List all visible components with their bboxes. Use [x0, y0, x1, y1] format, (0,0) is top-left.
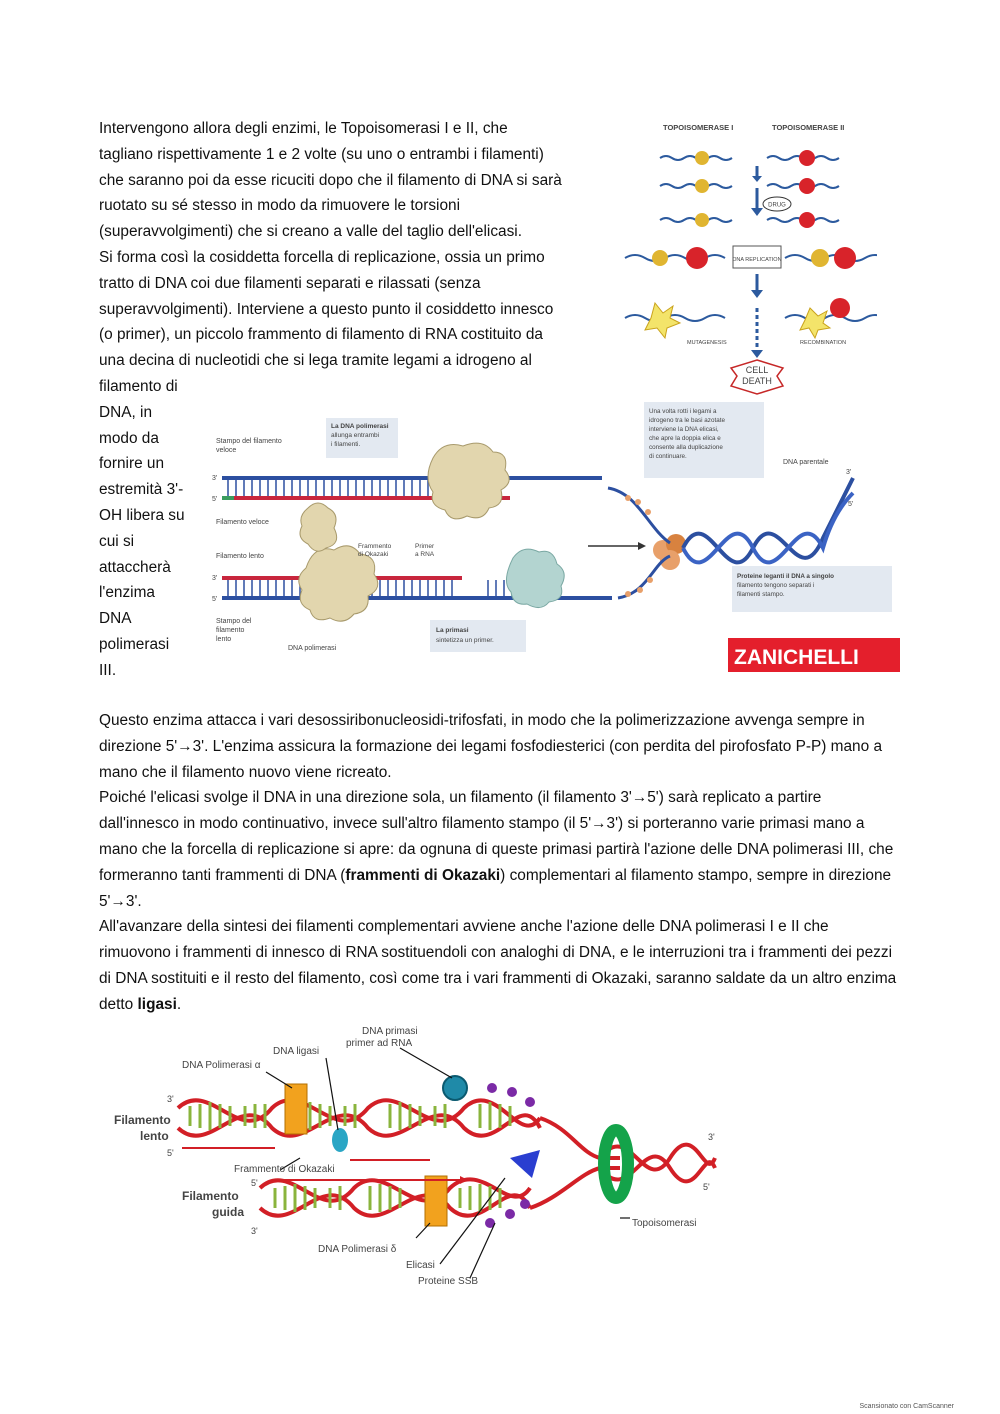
intro-line: tagliano rispettivamente 1 e 2 volte (su uno o entrambi i filamenti) [99, 145, 544, 163]
intro-line: una decina di nucleotidi che si lega tramite legami a idrogeno al [99, 352, 532, 370]
end-label: 5' [212, 496, 218, 503]
polimerasi-note-2: allunga entrambi [331, 432, 380, 439]
label-proteine-ssb: Proteine SSB [418, 1276, 479, 1287]
end-label: 3' [212, 475, 218, 482]
end-label: 5' [703, 1182, 710, 1192]
label-dna-primasi-2: primer ad RNA [346, 1038, 413, 1049]
paragraph-ligasi-end: . [176, 995, 182, 1013]
zanichelli-logo-text: ZANICHELLI [734, 646, 859, 669]
label-filamento-lento: Filamento lento [216, 553, 264, 560]
topo-mutagenesis-label: MUTAGENESIS [687, 340, 727, 346]
dna-polimerasi-delta-block [425, 1176, 447, 1226]
end-label: 3' [708, 1132, 715, 1142]
end-label: 5' [167, 1148, 174, 1158]
label-okazaki-1: Frammento [358, 543, 392, 550]
end-label: 3' [167, 1094, 174, 1104]
intro-line: che saranno poi da esse ricuciti dopo che il filamento di DNA si sarà [99, 171, 562, 189]
end-label: 5' [251, 1178, 258, 1188]
elicasi-note-1: Una volta rotti i legami a [649, 408, 717, 415]
topo-recombination-label: RECOMBINATION [800, 340, 847, 346]
end-label: 5' [212, 596, 218, 603]
narrow-line: fornire un [99, 455, 165, 473]
topo-left-rows [625, 151, 732, 338]
primasi-note-1: La primasi [436, 627, 469, 634]
label-stampo-veloce-2: veloce [216, 447, 237, 454]
narrow-line: DNA, in [99, 403, 153, 421]
intro-line: ruotato su sé stesso in modo da rimuovere le torsioni [99, 197, 461, 215]
topo-right-rows [767, 150, 877, 338]
narrow-line: l'enzima [99, 584, 155, 602]
paragraph-ligasi [99, 914, 899, 1017]
topoisomerasi-ring [604, 1130, 628, 1198]
narrow-line: cui si [99, 532, 135, 550]
label-dna-polimerasi: DNA polimerasi [288, 645, 337, 652]
narrow-column-text [99, 374, 209, 684]
lagging-strand-helix [178, 1100, 540, 1135]
elicasi-note-4: che apre la doppia elica e [649, 435, 721, 442]
label-stampo-veloce-1: Stampo del filamento [216, 438, 282, 445]
narrow-line: estremità 3'- [99, 481, 184, 499]
topo-drug-label: DRUG [768, 202, 786, 209]
end-label: 3' [251, 1226, 258, 1236]
label-filamento-lento-1: Filamento [114, 1113, 171, 1127]
narrow-line: attaccherà [99, 558, 171, 576]
topo-replication-label: DNA REPLICATION [732, 257, 782, 263]
paragraph-okazaki [99, 785, 899, 914]
primase-note-box [430, 620, 526, 652]
cell-death-line1: CELL [745, 365, 769, 375]
end-label: 3' [212, 575, 218, 582]
elicasi-note-3: interviene la DNA elicasi, [649, 426, 719, 433]
ligasi-term: ligasi [137, 995, 177, 1013]
elicasi-note-6: di continuare. [649, 453, 687, 460]
label-topoisomerasi: Topoisomerasi [632, 1218, 697, 1229]
label-stampo-lento-2: filamento [216, 627, 245, 634]
dna-primasi-shape [443, 1076, 467, 1100]
label-filamento-veloce: Filamento veloce [216, 519, 269, 526]
dna-polymerase-link [300, 503, 337, 551]
body-text [99, 708, 899, 1018]
label-frammento-okazaki: Frammento di Okazaki [234, 1164, 335, 1175]
ssb-note-2: filamento tengono separati i [737, 582, 815, 589]
narrow-line: III. [99, 661, 117, 679]
elicasi-note-2: idrogeno tra le basi azotate [649, 417, 725, 424]
cell-death-line2: DEATH [742, 376, 772, 386]
intro-line: (superavvolgimenti) che si creano a valle del taglio dell'elicasi. [99, 223, 522, 241]
parental-helix-a [683, 478, 853, 562]
label-dna-primasi-1: DNA primasi [362, 1026, 418, 1037]
dna-polimerasi-alpha-block [285, 1084, 307, 1134]
intro-line: (o primer), un piccolo frammento di filamento di RNA costituito da [99, 326, 543, 344]
dna-polymerase-upper [428, 443, 509, 519]
label-primer-2: a RNA [415, 551, 435, 558]
ssb-note-3: filamenti stampo. [737, 591, 785, 598]
paragraph-okazaki-end: ) complementari al filamento stampo, sempre in direzione 5'→3'. [99, 866, 892, 910]
leading-strand-pair [222, 476, 602, 500]
topo-title-right: TOPOISOMERASE II [772, 123, 845, 132]
ssb-note-1: Proteine leganti il DNA a singolo [737, 573, 835, 580]
narrow-line: filamento di [99, 378, 178, 395]
polimerasi-note-3: i filamenti. [331, 441, 361, 448]
label-dna-ligasi: DNA ligasi [273, 1046, 320, 1057]
label-dna-polimerasi-delta: DNA Polimerasi δ [318, 1244, 397, 1255]
end-label: 5' [848, 501, 854, 508]
elicasi-shape [510, 1150, 540, 1178]
label-dna-polimerasi-alpha: DNA Polimerasi α [182, 1060, 261, 1071]
paragraph-ligasi-text: All'avanzare della sintesi dei filamenti complementari avviene anche l'azione delle DNA polimerasi I e II che rimuovono i frammenti di innesco di RNA sostituendoli con analoghi di DNA, e le interruzioni tra i frammenti dei pezzi di DNA sostituiti e il resto del filamento, così come tra i vari frammenti di Okazaki, saranno saldate da un altro enzima detto [99, 918, 897, 1013]
narrow-line: modo da [99, 429, 159, 447]
label-dna-parentale: DNA parentale [783, 459, 829, 466]
label-stampo-lento-3: lento [216, 636, 232, 643]
camscanner-watermark: Scansionato con CamScanner [859, 1403, 954, 1410]
narrow-line: OH libera su [99, 506, 185, 524]
intro-paragraph [99, 116, 619, 374]
intro-line: Si forma così la cosiddetta forcella di replicazione, ossia un primo [99, 248, 545, 266]
label-filamento-guida-1: Filamento [182, 1189, 239, 1203]
intro-line: Intervengono allora degli enzimi, le Topoisomerasi I e II, che [99, 120, 508, 137]
elicasi-note-5: consente alla duplicazione [649, 444, 723, 451]
paragraph-okazaki-text: Poiché l'elicasi svolge il DNA in una direzione sola, un filamento (il filamento 3'→5') sarà replicato a partire dall'innesco in modo continuativo, invece sull'altro filamento stampo (il 5'→3') si porteranno varie primasi mano a mano che la forcella di replicazione si apre: da ognuna di queste primasi partirà l'azione delle DNA polimerasi III, che formeranno tanti frammenti di DNA ( [99, 789, 894, 884]
okazaki-term: frammenti di Okazaki [345, 866, 501, 884]
label-elicasi: Elicasi [406, 1260, 435, 1271]
primasi-note-2: sintetizza un primer. [436, 637, 494, 644]
label-stampo-lento-1: Stampo del [216, 618, 252, 625]
label-filamento-guida-2: guida [212, 1205, 244, 1219]
label-primer-1: Primer [415, 543, 435, 550]
intro-line: tratto di DNA coi due filamenti separati e rilassati (senza [99, 274, 481, 292]
end-label: 3' [846, 469, 852, 476]
label-filamento-lento-2: lento [140, 1129, 169, 1143]
label-okazaki-2: di Okazaki [358, 551, 389, 558]
polimerasi-note-1: La DNA polimerasi [331, 423, 389, 430]
paragraph-polymerization: Questo enzima attacca i vari desossiribonucleosidi-trifosfati, in modo che la polimerizzazione avvenga sempre in direzione 5'→3'. L'enzima assicura la formazione dei legami fosfodiesterici (con perdita del pirofosfato P-P) mano a mano che il filamento nuovo viene ricreato. [99, 712, 883, 781]
replication-fork-figure [208, 398, 900, 673]
intro-line: superavvolgimenti). Interviene a questo punto il cosiddetto innesco [99, 300, 554, 318]
primase-blob [506, 549, 564, 607]
narrow-line: DNA [99, 610, 132, 628]
topo-title-left: TOPOISOMERASE I [663, 123, 734, 132]
topoisomerase-figure [615, 118, 877, 400]
replication-diagram-bottom [100, 1018, 740, 1290]
narrow-line: polimerasi [99, 635, 170, 653]
dna-ligasi-shape [332, 1128, 348, 1152]
